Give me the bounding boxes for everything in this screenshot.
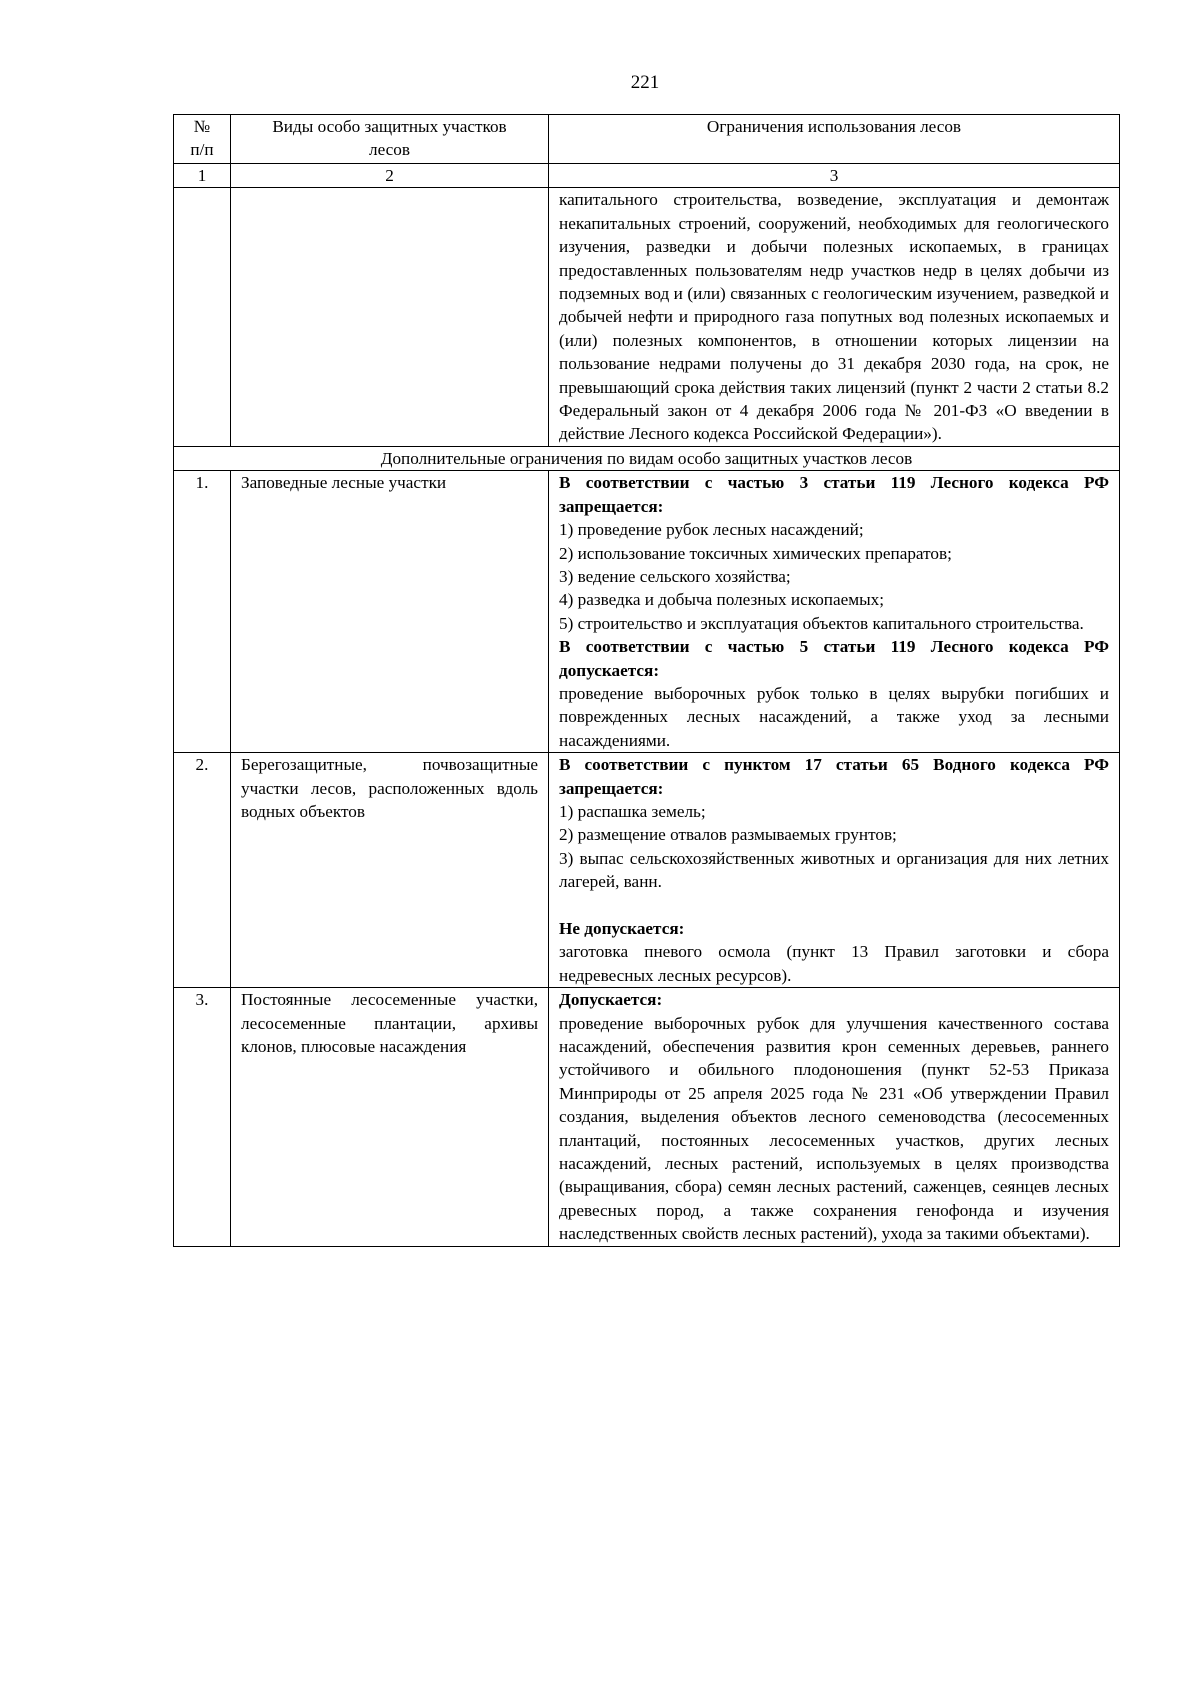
table-row: [174, 988, 1120, 1246]
column-number-1: 1: [174, 164, 231, 188]
restriction-item: 3) ведение сельского хозяйства;: [559, 566, 791, 586]
header-kind-line2: лесов: [369, 140, 410, 160]
row-number: 3.: [174, 988, 231, 1246]
row-kind: Заповедные лесные участки: [231, 471, 549, 753]
restriction-item: 2) размещение отвалов размываемых грунтов;: [559, 825, 897, 845]
restriction-heading: В соответствии с частью 3 статьи 119 Лесного кодекса РФ запрещается:: [559, 473, 1109, 516]
row-number: 1.: [174, 471, 231, 753]
section-heading: Дополнительные ограничения по видам особо защитных участков лесов: [174, 446, 1120, 470]
table-row: [174, 753, 1120, 988]
restriction-item: проведение выборочных рубок для улучшения качественного состава насаждений, обеспечения развития крон семенных деревьев, раннего устойчивого и обильного плодоношения (пункт 52-53 Приказа Минприроды от 25 апреля 2025 года № 231 «Об утверждении Правил создания, выделения объектов лесного семеноводства (лесосеменных плантаций, постоянных лесосеменных участков, других лесных насаждений, лесных растений, используемых в целях производства (выращивания, сбора) семян лесных растений, саженцев, сеянцев лесных древесных пород, а также сохранения генофонда и изучения наследственных свойств лесных растений), ухода за такими объектами).: [559, 1013, 1109, 1244]
restriction-heading: Не допускается:: [559, 918, 685, 938]
continuation-text: капитального строительства, возведение, эксплуатация и демонтаж некапитальных строений, сооружений, необходимых для геологического изучения, разведки и добычи полезных ископаемых, в границах предоставленных пользователям недр участков недр в целях добычи из подземных вод и (или) связанных с геологическим изучением, разведкой и добычей нефти и природного газа попутных вод полезных ископаемых и (или) полезных компонентов, в отношении которых лицензии на пользование недрами получены до 31 декабря 2030 года, на срок, не превышающий срока действия таких лицензий (пункт 2 части 2 статьи 8.2 Федеральный закон от 4 декабря 2006 года № 201-ФЗ «О введении в действие Лесного кодекса Российской Федерации»).: [549, 188, 1120, 446]
continuation-empty-num: [174, 188, 231, 446]
column-numbers-row: [174, 164, 1120, 188]
page-number: 221: [630, 72, 660, 93]
restriction-heading: В соответствии с пунктом 17 статьи 65 Водного кодекса РФ запрещается:: [559, 755, 1109, 798]
restriction-item: 1) проведение рубок лесных насаждений;: [559, 520, 864, 540]
header-restrictions: Ограничения использования лесов: [549, 115, 1120, 164]
table-row: [174, 471, 1120, 753]
restriction-heading: В соответствии с частью 5 статьи 119 Лесного кодекса РФ допускается:: [559, 637, 1109, 680]
section-heading-row: [174, 446, 1120, 470]
restriction-item: 1) распашка земель;: [559, 801, 706, 821]
table-header-row: [174, 115, 1120, 164]
restriction-item: 3) выпас сельскохозяйственных животных и организация для них летних лагерей, ванн.: [559, 848, 1109, 892]
restriction-item: заготовка пневого осмола (пункт 13 Правил заготовки и сбора недревесных лесных ресурсов).: [559, 942, 1109, 985]
row-restrictions: [549, 471, 1120, 753]
row-kind: Берегозащитные, почвозащитные участки лесов, расположенных вдоль водных объектов: [231, 753, 549, 988]
blank-line: [559, 894, 1109, 917]
header-number-line1: №: [193, 117, 211, 136]
restriction-item: проведение выборочных рубок только в целях вырубки погибших и поврежденных лесных насаждений, а также уход за лесными насаждениями.: [559, 683, 1109, 750]
row-restrictions: [549, 988, 1120, 1246]
row-restrictions: [549, 753, 1120, 988]
row-number: 2.: [174, 753, 231, 988]
column-number-2: 2: [231, 164, 549, 188]
continuation-empty-kind: [231, 188, 549, 446]
header-kind: [231, 115, 549, 164]
header-number-line2: п/п: [190, 140, 214, 160]
row-kind: Постоянные лесосеменные участки, лесосеменные плантации, архивы клонов, плюсовые насаждения: [231, 988, 549, 1246]
restriction-item: 4) разведка и добыча полезных ископаемых;: [559, 590, 885, 610]
restrictions-table: [173, 114, 1120, 1247]
column-number-3: 3: [549, 164, 1120, 188]
header-number: [174, 115, 231, 164]
restriction-item: 2) использование токсичных химических препаратов;: [559, 543, 952, 563]
restriction-heading: Допускается:: [559, 990, 663, 1010]
header-kind-line1: Виды особо защитных участков: [272, 117, 507, 136]
continuation-row: [174, 188, 1120, 446]
restriction-item: 5) строительство и эксплуатация объектов капитального строительства.: [559, 613, 1084, 633]
